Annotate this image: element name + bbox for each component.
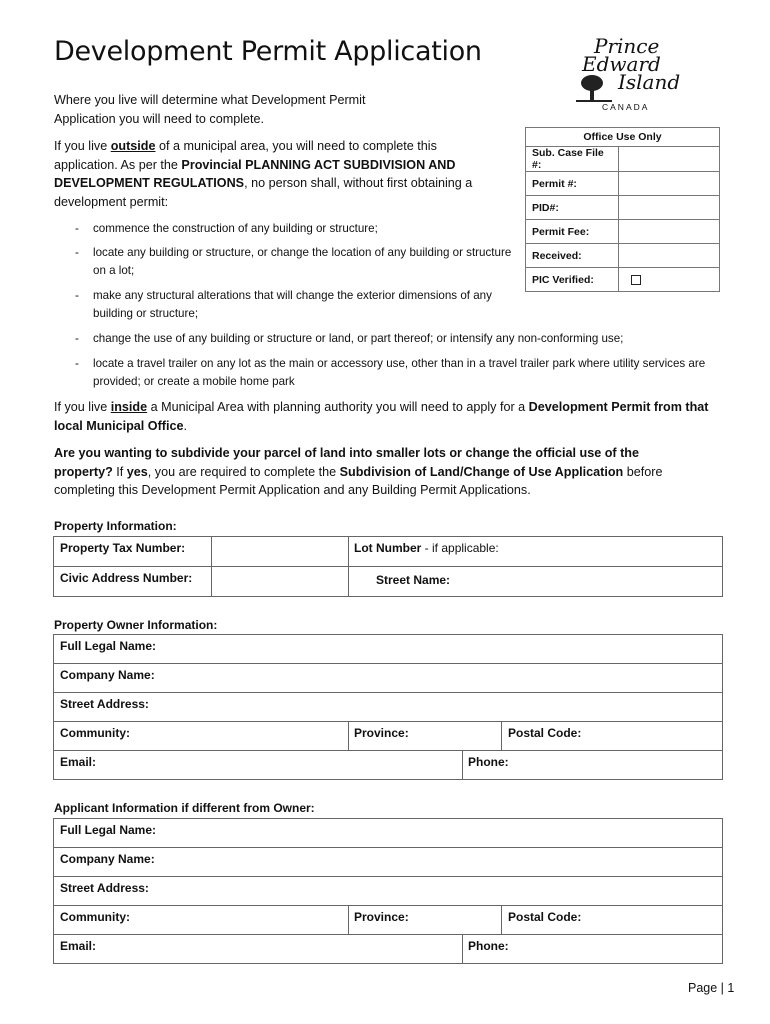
office-row-label: Permit Fee:: [526, 220, 619, 244]
street-name-label: Street Name:: [376, 573, 451, 587]
bullet-item: - locate any building or structure, or change the location of any building or structure on a lot;: [75, 246, 512, 277]
applicant-heading: Applicant Information if different from Owner:: [54, 801, 315, 815]
office-row-label: PID#:: [526, 196, 619, 220]
applicant-postal-field[interactable]: [502, 906, 720, 934]
office-row-label: Sub. Case File #:: [526, 147, 619, 172]
bullet-item: - locate a travel trailer on any lot as the main or accessory use, other than in a travel trailer park where utility services are provided; or create a mobile home park: [75, 357, 706, 388]
owner-phone-field[interactable]: [462, 751, 720, 779]
property-heading: Property Information:: [54, 519, 177, 533]
owner-postal-field[interactable]: [502, 722, 720, 750]
outside-text-c: of a municipal area, you will need to complete this application. As per the: [54, 139, 437, 172]
tree-icon: [576, 74, 614, 104]
regulations-name: Provincial PLANNING ACT SUBDIVISION AND DEVELOPMENT REGULATIONS: [54, 157, 456, 190]
inside-text-e: .: [183, 418, 187, 433]
office-row-value: [619, 268, 720, 292]
inside-word: inside: [110, 400, 148, 414]
office-row-value: [619, 172, 720, 196]
office-use-header: Office Use Only: [526, 128, 720, 147]
lot-number-field[interactable]: [348, 537, 720, 566]
property-form: [53, 536, 723, 597]
property-tax-label: Property Tax Number:: [60, 541, 186, 555]
owner-heading: Property Owner Information:: [54, 618, 218, 632]
form-row: [54, 750, 722, 779]
property-tax-field[interactable]: [212, 537, 348, 566]
outside-word: outside: [110, 139, 156, 153]
subdivide-yes: yes: [126, 464, 148, 479]
pei-logo: [574, 34, 684, 118]
applicant-form: [53, 818, 723, 964]
subdivide-text-e: before completing this Development Permit Application and any Building Permit Applications.: [54, 464, 663, 497]
office-use-table: [525, 127, 720, 292]
intro-text: Where you live will determine what Development Permit Application you will need to complete.: [54, 93, 366, 126]
lot-number-note: - if applicable:: [421, 541, 499, 555]
office-row-value: [619, 147, 720, 172]
form-row: [54, 905, 722, 934]
bullet-item: - change the use of any building or structure or land, or part thereof; or intensify any non-conforming use;: [75, 332, 624, 345]
form-row: [54, 692, 722, 721]
bullet-item: - make any structural alterations that will change the exterior dimensions of any building or structure;: [75, 289, 492, 320]
form-row: [54, 566, 722, 596]
office-row-value: [619, 244, 720, 268]
inside-text-c: a Municipal Area with planning authority you will need to apply for a: [147, 400, 529, 414]
municipal-office: Development Permit from that local Municipal Office: [54, 400, 709, 433]
bullet-text: commence the construction of any building or structure;: [93, 222, 378, 235]
civic-address-field[interactable]: [212, 567, 348, 596]
office-row-label: PIC Verified:: [526, 268, 619, 292]
applicant-community-label: Community:: [60, 910, 130, 924]
form-row: [54, 635, 722, 663]
bullet-text: change the use of any building or structure or land, or part thereof; or intensify any non-conforming use;: [93, 332, 624, 345]
civic-address-label: Civic Address Number:: [60, 571, 193, 585]
office-row-label: Permit #:: [526, 172, 619, 196]
logo-prince: Prince: [594, 34, 660, 58]
pic-verified-checkbox[interactable]: [631, 275, 641, 285]
owner-postal-label: Postal Code:: [508, 726, 582, 740]
office-row-value: [619, 220, 720, 244]
owner-email-label: Email:: [60, 755, 97, 769]
owner-legal-name-label: Full Legal Name:: [60, 639, 157, 653]
page-title: Development Permit Application: [54, 36, 482, 67]
applicant-street-label: Street Address:: [60, 881, 149, 895]
office-row-value: [619, 196, 720, 220]
form-row: [54, 663, 722, 692]
subdivision-application-name: Subdivision of Land/Change of Use Application: [339, 464, 624, 479]
form-row: [54, 934, 722, 963]
subdivide-text-c: , you are required to complete the: [147, 464, 340, 479]
owner-street-field[interactable]: [54, 693, 722, 721]
owner-province-label: Province:: [354, 726, 409, 740]
applicant-street-field[interactable]: [54, 877, 722, 905]
applicant-legal-name-label: Full Legal Name:: [60, 823, 157, 837]
inside-text-a: If you live: [54, 400, 111, 414]
logo-canada: CANADA: [602, 102, 650, 112]
outside-text-a: If you live: [54, 139, 111, 153]
owner-legal-name-field[interactable]: [54, 635, 722, 663]
office-row-label: Received:: [526, 244, 619, 268]
owner-street-label: Street Address:: [60, 697, 149, 711]
subdivide-paragraph: [54, 444, 694, 500]
applicant-postal-label: Postal Code:: [508, 910, 582, 924]
bullet-text: locate a travel trailer on any lot as the main or accessory use, other than in a travel trailer park where utility services are provided; or create a mobile home park: [93, 357, 706, 388]
applicant-phone-label: Phone:: [468, 939, 509, 953]
applicant-email-label: Email:: [60, 939, 97, 953]
applicant-province-label: Province:: [354, 910, 409, 924]
owner-community-field[interactable]: [54, 722, 348, 750]
subdivide-text-a: If: [112, 464, 127, 479]
lot-number-label: Lot Number: [354, 541, 422, 555]
owner-phone-label: Phone:: [468, 755, 509, 769]
applicant-province-field[interactable]: [348, 906, 500, 934]
inside-paragraph: [54, 398, 724, 435]
applicant-phone-field[interactable]: [462, 935, 720, 963]
form-row: [54, 721, 722, 750]
subdivide-question: Are you wanting to subdivide your parcel of land into smaller lots or change the official use of the property?: [54, 446, 639, 479]
street-name-field[interactable]: [370, 567, 720, 596]
applicant-company-label: Company Name:: [60, 852, 155, 866]
owner-company-label: Company Name:: [60, 668, 155, 682]
logo-island: Island: [618, 70, 681, 94]
applicant-community-field[interactable]: [54, 906, 348, 934]
form-row: [54, 819, 722, 847]
form-row: [54, 537, 722, 566]
applicant-company-field[interactable]: [54, 848, 722, 876]
bullet-text: make any structural alterations that will change the exterior dimensions of any building or structure;: [93, 289, 492, 320]
outside-text-e: , no person shall, without first obtaining a development permit:: [54, 176, 473, 209]
form-row: [54, 847, 722, 876]
owner-community-label: Community:: [60, 726, 130, 740]
owner-form: [53, 634, 723, 780]
logo-edward: Edward: [582, 52, 661, 76]
owner-province-field[interactable]: [348, 722, 500, 750]
applicant-email-field[interactable]: [54, 935, 462, 963]
page-number: Page | 1: [688, 981, 735, 995]
outside-paragraph: [54, 137, 474, 211]
applicant-legal-name-field[interactable]: [54, 819, 722, 847]
bullet-text: locate any building or structure, or change the location of any building or structure on a lot;: [93, 246, 512, 277]
owner-email-field[interactable]: [54, 751, 462, 779]
bullet-item: - commence the construction of any building or structure;: [75, 222, 378, 235]
form-row: [54, 876, 722, 905]
owner-company-field[interactable]: [54, 664, 722, 692]
